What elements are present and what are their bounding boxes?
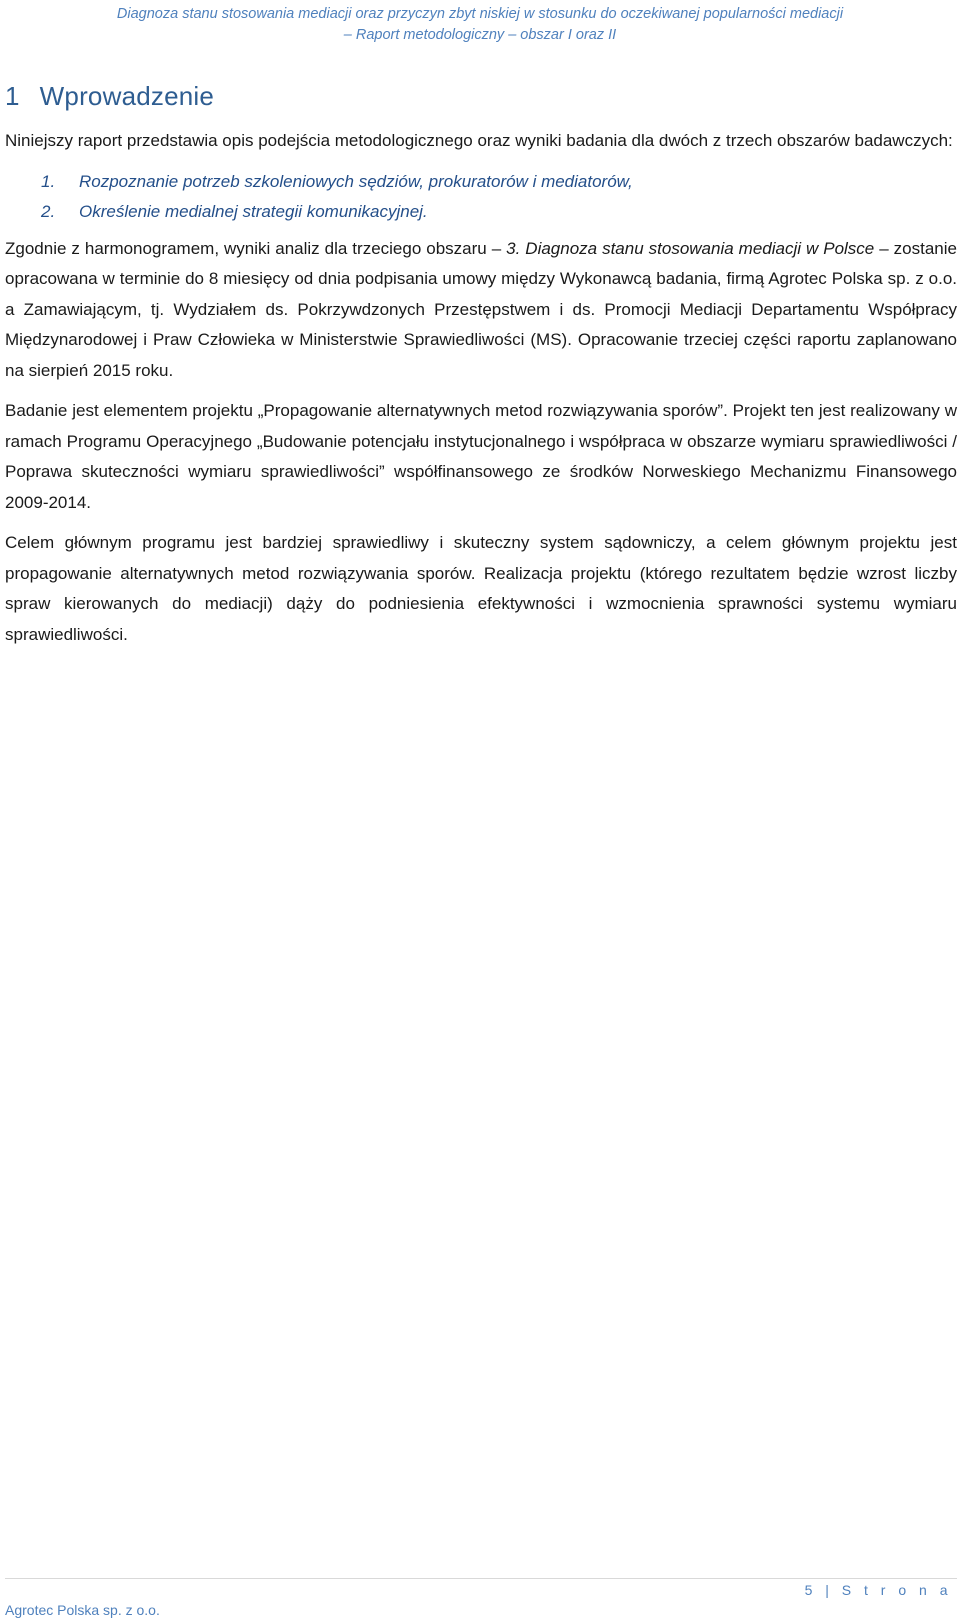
company-name: Agrotec Polska sp. z o.o. [5,1602,160,1618]
section-number: 1 [5,81,20,111]
intro-paragraph: Niniejszy raport przedstawia opis podejścia metodologicznego oraz wyniki badania dla dwóch z trzech obszarów badawczych: [5,131,953,150]
third-area-title: 3. Diagnoza stanu stosowania mediacji w Polsce [506,238,875,258]
project-paragraph: Badanie jest elementem projektu „Propagowanie alternatywnych metod rozwiązywania sporów”. Projekt ten jest realizowany w ramach Programu Operacyjnego „Budowanie potencjału instytucjonalnego i współpraca w obszarze wymiaru sprawiedliwości / Poprawa skuteczności wymiaru sprawiedliwości” współfinansowego ze środków Norweskiego Mechanizmu Finansowego 2009-2014. [5,401,957,512]
section-title: Wprowadzenie [39,81,215,111]
research-areas-list [5,167,957,228]
list-item-text: Rozpoznanie potrzeb szkoleniowych sędziów, prokuratorów i mediatorów, [79,171,633,191]
document-body [5,76,957,660]
schedule-text-end: – zostanie opracowana w terminie do 8 miesięcy od dnia podpisania umowy między Wykonawcą badania, firmą Agrotec Polska sp. z o.o. a Zamawiającym, tj. Wydziałem ds. Pokrzywdzonych Przestępstwem i ds. Promocji Mediacji Departamentu Współpracy Międzynarodowej i Praw Człowieka w Ministerstwie Sprawiedliwości (MS). Opracowanie trzeciej części raportu zaplanowano na sierpień 2015 roku. [5,238,957,380]
running-header-line-2: – Raport metodologiczny – obszar I oraz II [343,27,617,43]
list-item [5,197,957,228]
list-marker: 2. [41,202,56,221]
list-item-text: Określenie medialnej strategii komunikacyjnej. [79,202,428,221]
list-marker: 1. [41,171,56,191]
goals-paragraph: Celem głównym programu jest bardziej sprawiedliwy i skuteczny system sądowniczy, a celem głównym projektu jest propagowanie alternatywnych metod rozwiązywania sporów. Realizacja projektu (którego rezultatem będzie wzrost liczby spraw kierowanych do mediacji) dąży do podniesienia efektywności i wzmocnienia sprawności systemu wymiaru sprawiedliwości. [5,533,957,644]
schedule-paragraph [5,234,957,387]
page-number: 5 | S t r o n a [804,1582,952,1598]
running-header [0,4,960,46]
list-item [5,167,957,198]
schedule-text-start: Zgodnie z harmonogramem, wyniki analiz dla trzeciego obszaru – [5,238,507,258]
running-header-line-1: Diagnoza stanu stosowania mediacji oraz przyczyn zbyt niskiej w stosunku do oczekiwanej popularności mediacji [116,6,844,22]
footer-divider [5,1578,957,1579]
section-heading [5,76,957,116]
